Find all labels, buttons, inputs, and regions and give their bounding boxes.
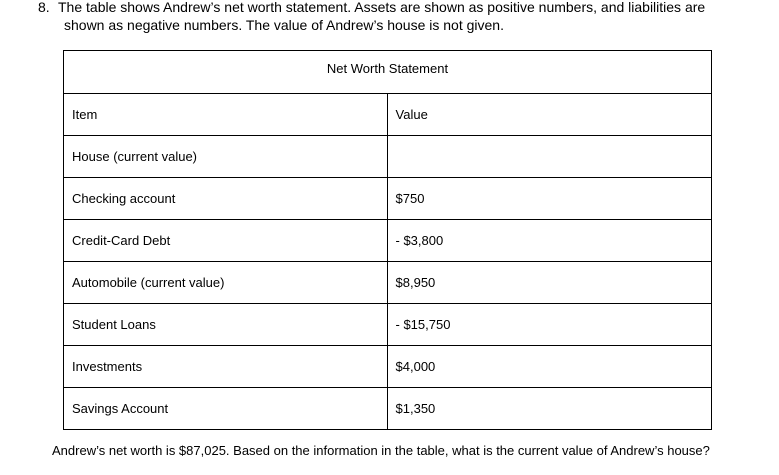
row-value: $4,000	[387, 346, 711, 388]
row-item: Investments	[64, 346, 388, 388]
follow-up-question: Andrew’s net worth is $87,025. Based on the information in the table, what is the current value of Andrew’s house?	[52, 443, 710, 458]
row-value: - $15,750	[387, 304, 711, 346]
question-line-2: shown as negative numbers. The value of Andrew’s house is not given.	[64, 17, 504, 33]
table-row	[64, 220, 712, 262]
table-row	[64, 178, 712, 220]
row-item: Credit-Card Debt	[64, 220, 388, 262]
header-item: Item	[64, 94, 388, 136]
row-item: Student Loans	[64, 304, 388, 346]
row-value: $1,350	[387, 388, 711, 430]
table-row	[64, 346, 712, 388]
table-header-row	[64, 94, 712, 136]
table-row	[64, 388, 712, 430]
table-row	[64, 262, 712, 304]
row-value: - $3,800	[387, 220, 711, 262]
row-item: Checking account	[64, 178, 388, 220]
header-value: Value	[387, 94, 711, 136]
question-line-1: The table shows Andrew’s net worth statement. Assets are shown as positive numbers, and liabilities are	[58, 0, 706, 15]
row-value	[387, 136, 711, 178]
table-row	[64, 304, 712, 346]
row-value: $8,950	[387, 262, 711, 304]
net-worth-table	[63, 50, 712, 430]
question-text	[38, 0, 738, 34]
question-number: 8.	[38, 0, 50, 15]
row-value: $750	[387, 178, 711, 220]
table-caption-row	[64, 51, 712, 94]
table-row	[64, 136, 712, 178]
table-caption: Net Worth Statement	[64, 51, 712, 94]
row-item: Automobile (current value)	[64, 262, 388, 304]
row-item: Savings Account	[64, 388, 388, 430]
row-item: House (current value)	[64, 136, 388, 178]
